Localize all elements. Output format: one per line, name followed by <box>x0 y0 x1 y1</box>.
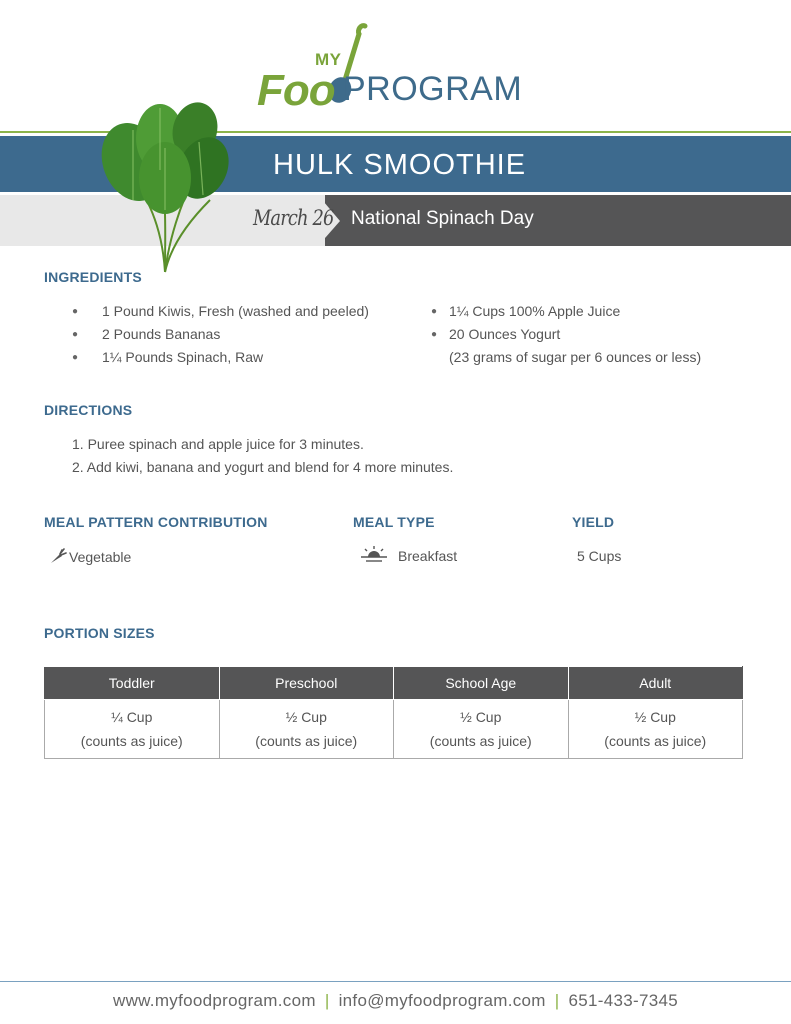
sunrise-icon <box>360 545 388 563</box>
ingredients-heading: INGREDIENTS <box>44 269 142 285</box>
day-name-label: National Spinach Day <box>351 208 534 229</box>
list-item: ● 1¼ Cups 100% Apple Juice <box>431 300 620 323</box>
meal-pattern-heading: MEAL PATTERN CONTRIBUTION <box>44 514 268 530</box>
table-cell: ½ Cup (counts as juice) <box>568 700 743 759</box>
bullet-icon: ● <box>72 306 79 317</box>
meal-pattern-value: Vegetable <box>69 549 132 565</box>
yield-heading: YIELD <box>572 514 615 530</box>
yield-value: 5 Cups <box>577 548 622 564</box>
directions-heading: DIRECTIONS <box>44 402 133 418</box>
direction-step: 1. Puree spinach and apple juice for 3 minutes. <box>72 436 364 452</box>
table-cell: ½ Cup (counts as juice) <box>219 700 394 759</box>
bullet-icon: ● <box>431 306 438 317</box>
logo-my-text: MY <box>315 50 342 69</box>
list-item: ● 1¼ Pounds Spinach, Raw <box>72 346 369 369</box>
portion-table <box>44 666 743 759</box>
footer-rule <box>0 981 791 982</box>
website-link[interactable]: www.myfoodprogram.com <box>113 991 316 1010</box>
column-header: School Age <box>394 667 569 700</box>
list-item: ● 20 Ounces Yogurt <box>431 323 620 346</box>
logo <box>255 22 545 115</box>
bullet-icon: ● <box>72 352 79 363</box>
meal-type-heading: MEAL TYPE <box>353 514 435 530</box>
list-item: ● 1 Pound Kiwis, Fresh (washed and peeled) <box>72 300 369 323</box>
column-header: Adult <box>568 667 743 700</box>
recipe-title: HULK SMOOTHIE <box>273 149 527 181</box>
direction-step: 2. Add kiwi, banana and yogurt and blend for 4 more minutes. <box>72 459 454 475</box>
meal-type-value: Breakfast <box>398 548 458 564</box>
list-item: ● 2 Pounds Bananas <box>72 323 369 346</box>
column-header: Preschool <box>219 667 394 700</box>
yogurt-note: (23 grams of sugar per 6 ounces or less) <box>449 349 702 365</box>
column-header: Toddler <box>45 667 220 700</box>
phone-number: 651-433-7345 <box>568 991 678 1010</box>
email-link[interactable]: info@myfoodprogram.com <box>338 991 546 1010</box>
footer-separator: | <box>554 991 560 1010</box>
logo-program-text: PROGRAM <box>343 70 523 108</box>
logo-foo-text: Foo <box>257 66 335 115</box>
table-row <box>45 700 743 759</box>
table-cell: ¼ Cup (counts as juice) <box>45 700 220 759</box>
spinach-icon <box>95 100 235 275</box>
bullet-icon: ● <box>431 329 438 340</box>
ingredients-list-right <box>431 300 620 346</box>
footer-separator: | <box>324 991 330 1010</box>
carrot-icon <box>49 547 67 565</box>
bullet-icon: ● <box>72 329 79 340</box>
ingredients-list-left <box>72 300 369 369</box>
footer <box>0 991 791 1011</box>
table-cell: ½ Cup (counts as juice) <box>394 700 569 759</box>
portion-heading: PORTION SIZES <box>44 625 155 641</box>
date-label: March 26 <box>253 206 334 230</box>
directions-list <box>72 433 453 479</box>
table-header-row <box>45 667 743 700</box>
